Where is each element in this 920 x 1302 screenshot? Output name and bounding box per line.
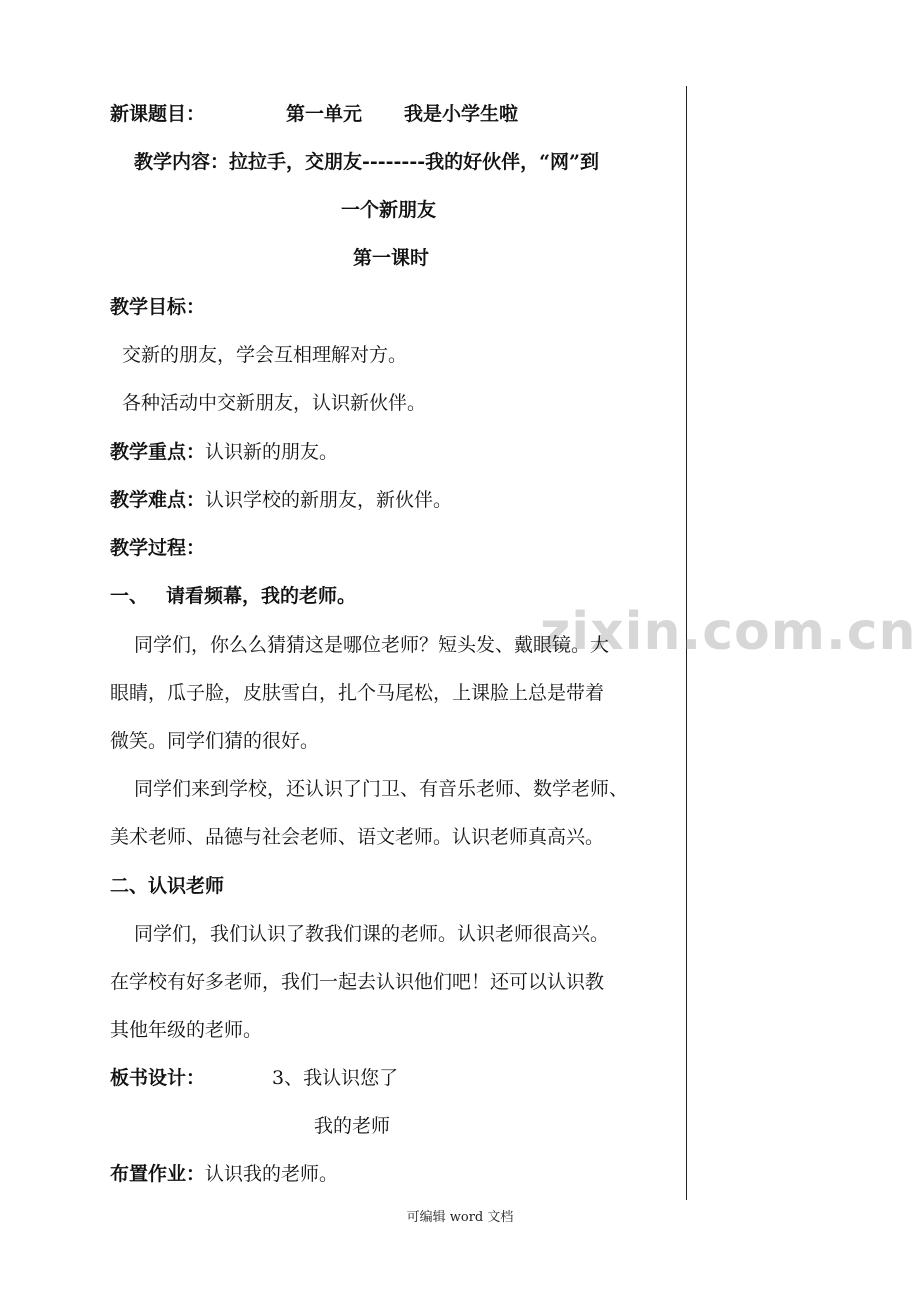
content-line-1: 教学内容：拉拉手，交朋友--------我的好伙伴，“网”到 — [134, 151, 599, 173]
board-subtitle: 我的老师 — [314, 1115, 391, 1137]
paragraph-line: 美术老师、品德与社会老师、语文老师。认识老师真高兴。 — [110, 826, 605, 848]
paragraph-line: 在学校有好多老师，我们一起去认识他们吧！还可以认识教 — [110, 971, 605, 993]
paragraph-line: 同学们来到学校，还认识了门卫、有音乐老师、数学老师、 — [134, 778, 629, 800]
section-1-number: 一、 — [110, 585, 149, 607]
homework-text: 认识我的老师。 — [205, 1163, 339, 1185]
process-heading: 教学过程： — [110, 537, 206, 559]
homework-line — [110, 1162, 338, 1186]
lesson-period: 第一课时 — [353, 247, 430, 269]
focus-text: 认识新的朋友。 — [205, 441, 339, 463]
paragraph-line: 其他年级的老师。 — [110, 1019, 263, 1041]
section-2-heading: 二、认识老师 — [110, 875, 225, 897]
difficulty-label: 教学难点： — [110, 489, 206, 511]
lesson-topic-line — [110, 102, 519, 126]
section-1-title: 请看频幕，我的老师。 — [166, 585, 357, 607]
board-label: 板书设计： — [110, 1067, 206, 1089]
focus-label: 教学重点： — [110, 441, 206, 463]
section-1-heading — [110, 584, 357, 608]
paragraph-line: 同学们，你么么猜猜这是哪位老师？短头发、戴眼镜。大 — [134, 634, 610, 656]
difficulty-line — [110, 488, 452, 512]
topic-label: 新课题目： — [110, 103, 206, 125]
content-line-2: 一个新朋友 — [341, 199, 437, 221]
board-line — [110, 1066, 399, 1090]
paragraph-line: 眼睛，瓜子脸，皮肤雪白，扎个马尾松，上课脸上总是带着 — [110, 682, 605, 704]
difficulty-text: 认识学校的新朋友，新伙伴。 — [205, 489, 453, 511]
homework-label: 布置作业： — [110, 1163, 206, 1185]
paragraph-line: 微笑。同学们猜的很好。 — [110, 730, 320, 752]
objective-item: 各种活动中交新朋友，认识新伙伴。 — [122, 392, 427, 414]
watermark: zixin.com.cn — [540, 602, 917, 662]
unit-label: 第一单元 — [286, 103, 363, 125]
unit-title: 我是小学生啦 — [404, 103, 519, 125]
page-footer: 可编辑 word 文档 — [406, 1210, 514, 1225]
focus-line — [110, 440, 338, 464]
paragraph-line: 同学们，我们认识了教我们课的老师。认识老师很高兴。 — [134, 923, 610, 945]
board-title: 3、我认识您了 — [272, 1067, 399, 1089]
objectives-heading: 教学目标： — [110, 296, 206, 318]
objective-item: 交新的朋友，学会互相理解对方。 — [122, 344, 408, 366]
